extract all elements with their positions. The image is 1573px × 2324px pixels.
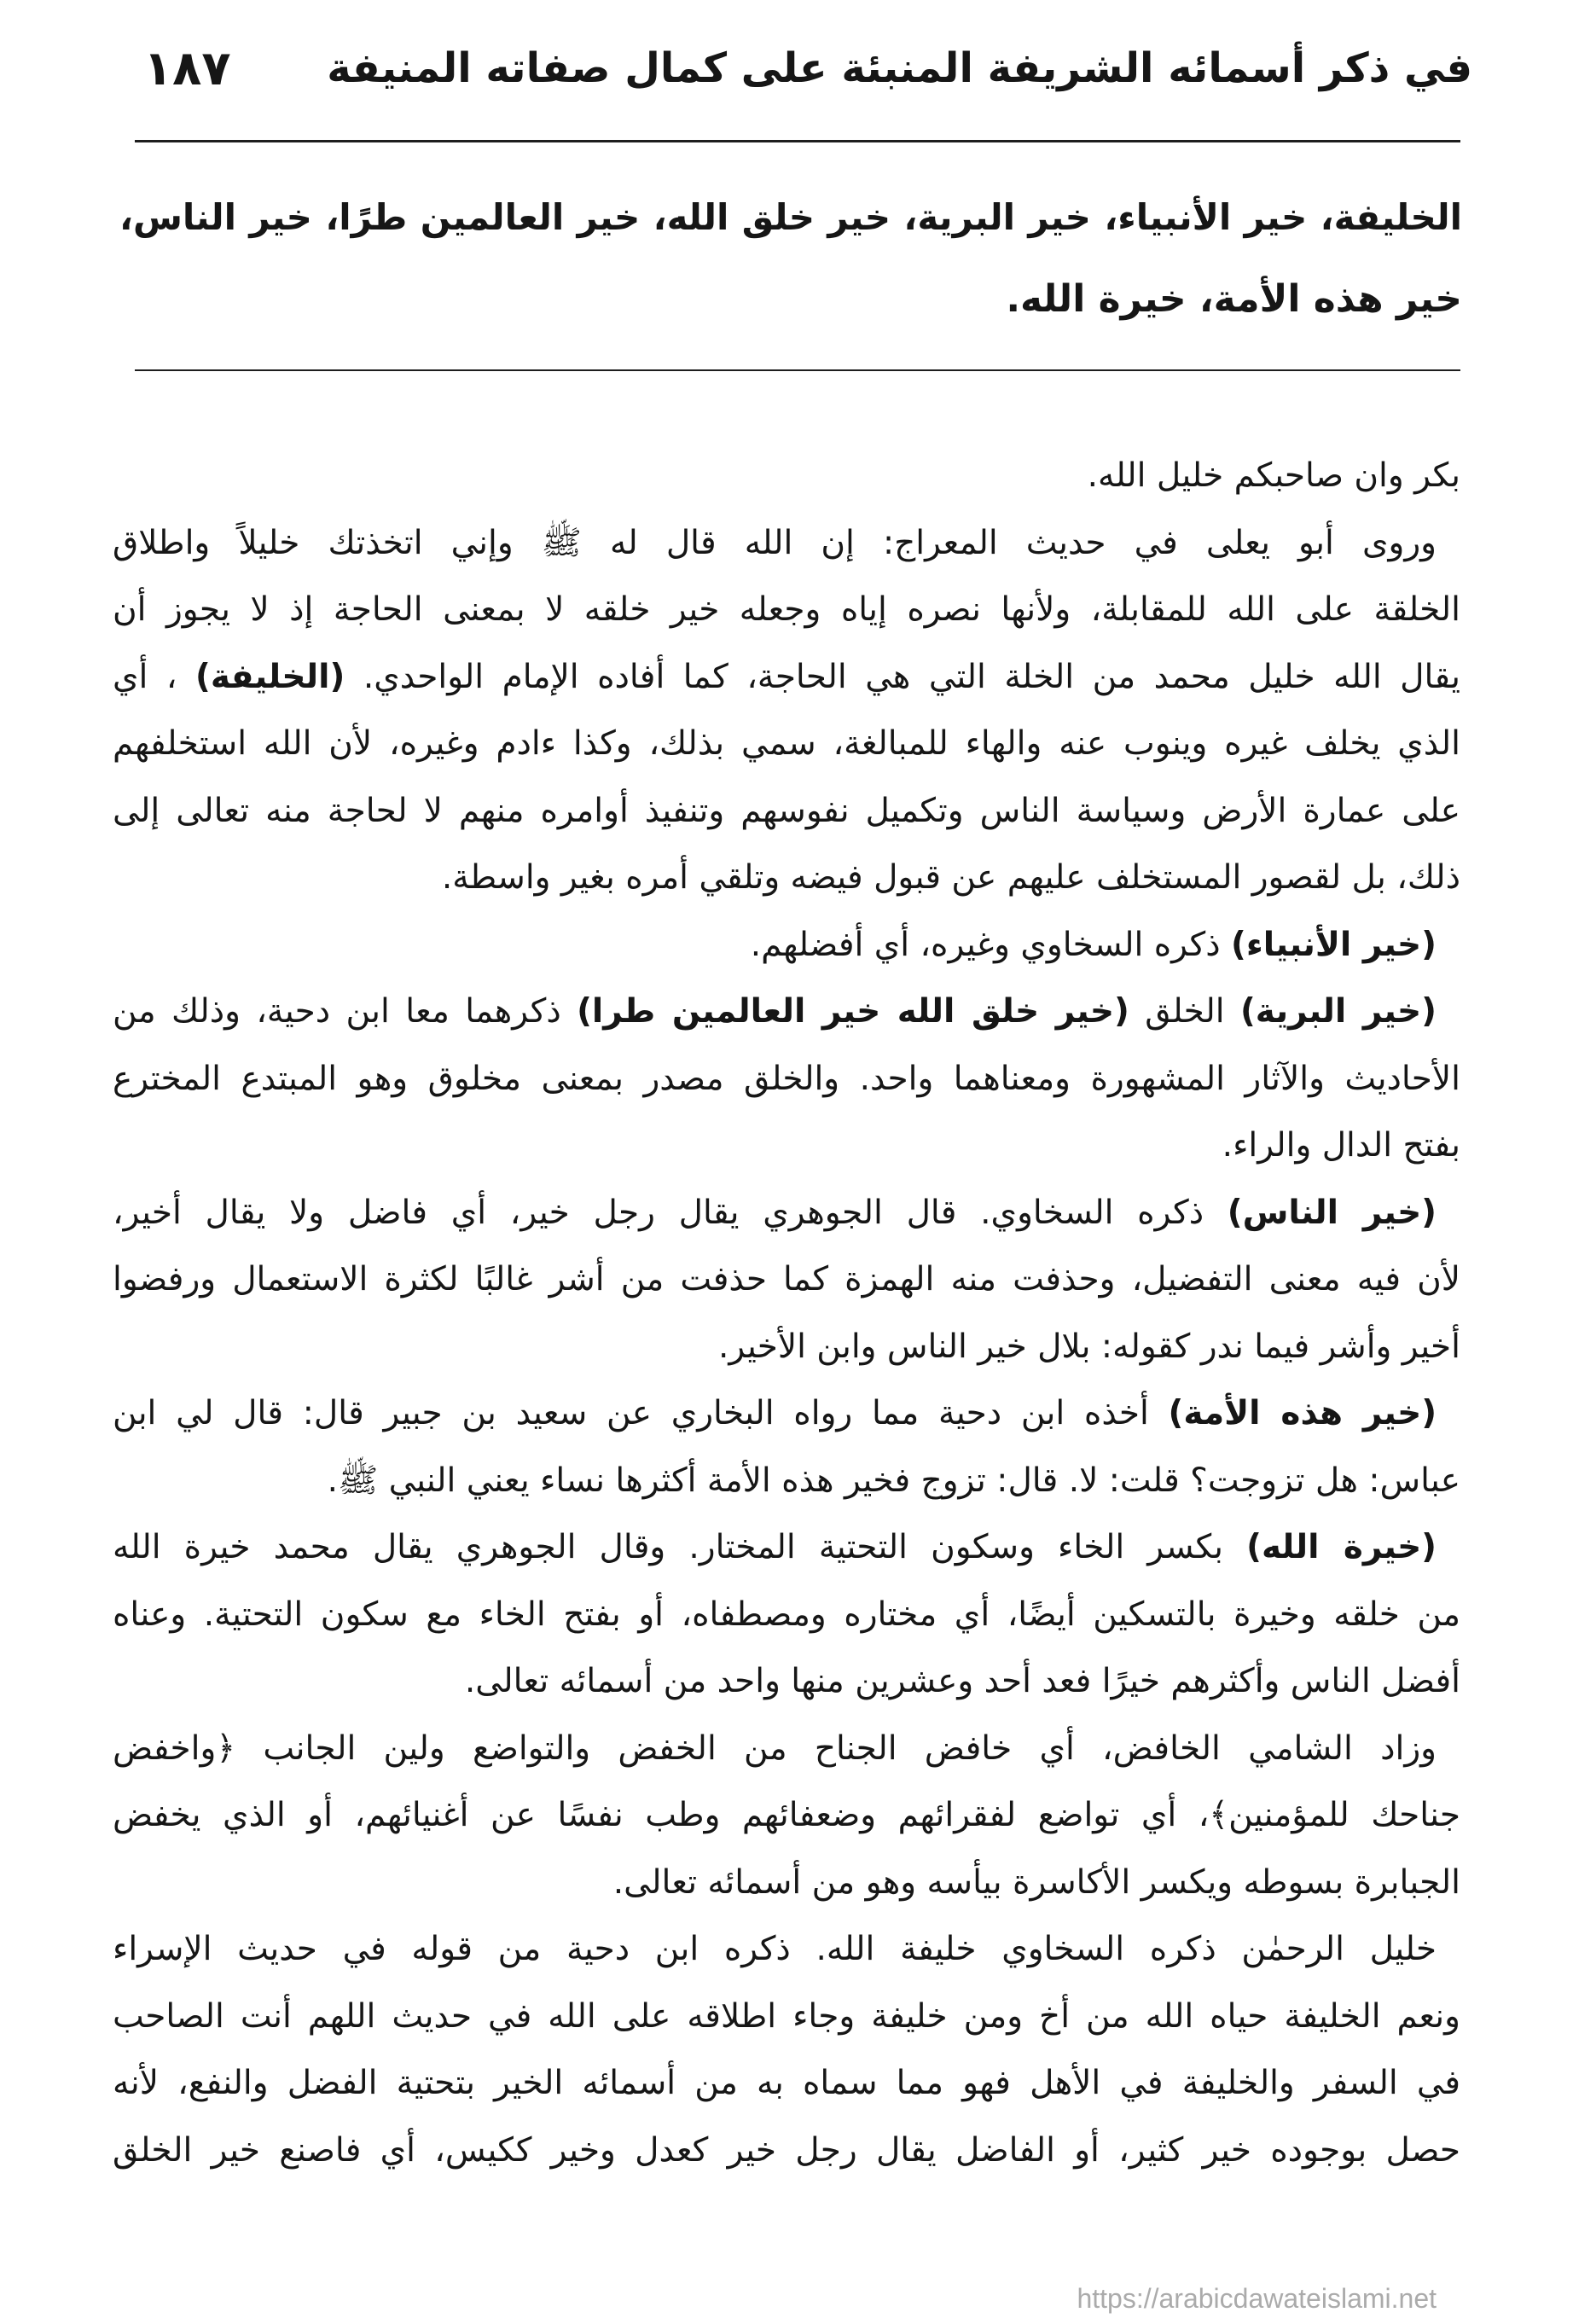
line-text: في السفر والخليفة في الأهل فهو مما سماه به من أسمائه الخير بتحتية الفضل والنفع، لأنه [113, 2064, 1460, 2102]
commentary-line [113, 979, 1460, 1046]
header-rule [135, 140, 1460, 142]
commentary-line [113, 1180, 1460, 1247]
line-text: من خلقه وخيرة بالتسكين أيضًا، أي مختاره ومصطفاه، أو بفتح الخاء مع سكون التحتية. وعناه [113, 1595, 1460, 1634]
commentary-line [113, 577, 1460, 644]
headword: (خير خلق الله خير العالمين طرا) [577, 992, 1129, 1031]
commentary-line [113, 1850, 1460, 1917]
matn-line-text: الخليفة، خير الأنبياء، خير البرية، خير خلق الله، خير العالمين طرًا، خير الناس، [119, 196, 1462, 238]
commentary-line [113, 1448, 1460, 1515]
line-text: ذلك، بل لقصور المستخلف عليهم عن قبول فيضه وتلقي أمره بغير واسطة. [441, 858, 1460, 897]
commentary-line [113, 1782, 1460, 1850]
line-text: الخلقة على الله للمقابلة، ولأنها نصره إياه وجعله خير خلقه لا بمعنى الحاجة إذ لا يجوز أن [113, 590, 1460, 629]
matn-line [119, 259, 1462, 340]
line-text: بكسر الخاء وسكون التحتية المختار. وقال الجوهري يقال محمد خيرة الله [113, 1528, 1247, 1566]
line-text: ذكره السخاوي. قال الجوهري يقال رجل خير، أي فاضل ولا يقال أخير، [113, 1193, 1228, 1232]
line-text: وروى أبو يعلى في حديث المعراج: إن الله قال له ﷺ وإني اتخذتك خليلاً واطلاق [113, 523, 1437, 562]
commentary-line [113, 711, 1460, 778]
line-text: الأحاديث والآثار المشهورة ومعناهما واحد. والخلق مصدر بمعنى مخلوق وهو المبتدع المخترع [113, 1059, 1460, 1098]
commentary-line [113, 1582, 1460, 1649]
commentary-line [113, 1046, 1460, 1113]
commentary-line [113, 2050, 1460, 2118]
line-text: وزاد الشامي الخافض، أي خافض الجناح من الخفض والتواضع ولين الجانب ﴿واخفض [113, 1728, 1437, 1768]
commentary-line [113, 1916, 1460, 1984]
running-title: في ذكر أسمائه الشريفة المنبئة على كمال صفاته المنيفة [327, 44, 1472, 92]
matn-line [119, 177, 1462, 259]
commentary-line [113, 1716, 1460, 1783]
line-text: بكر وان صاحبكم خليل الله. [1087, 456, 1460, 495]
commentary-line [113, 1113, 1460, 1180]
commentary-line [113, 1314, 1460, 1381]
line-text: أخير وأشر فيما ندر كقوله: بلال خير الناس وابن الأخير. [718, 1327, 1460, 1366]
commentary-line [113, 2118, 1460, 2185]
commentary-line [113, 1246, 1460, 1314]
commentary-line [113, 1648, 1460, 1716]
headword: (خير الناس) [1227, 1193, 1437, 1232]
commentary-line [113, 1514, 1460, 1582]
line-text: الخلق [1129, 992, 1240, 1031]
commentary-line [113, 510, 1460, 578]
line-text: أفضل الناس وأكثرهم خيرًا فعد أحد وعشرين منها واحد من أسمائه تعالى. [464, 1662, 1460, 1700]
commentary-line [113, 845, 1460, 912]
line-text: الذي يخلف غيره وينوب عنه والهاء للمبالغة، سمي بذلك، وكذا ءادم وغيره، لأن الله استخلفهم [113, 724, 1460, 763]
line-text: حصل بوجوده خير كثير، أو الفاضل يقال رجل خير كعدل وخير ككيس، أي فاصنع خير الخلق [113, 2130, 1460, 2170]
commentary-line [113, 1380, 1460, 1448]
matn-text [119, 177, 1462, 340]
headword: (خير البرية) [1239, 992, 1437, 1031]
page-header [128, 32, 1472, 104]
commentary-line [113, 912, 1460, 979]
commentary-line [113, 644, 1460, 712]
headword: (خيرة الله) [1246, 1528, 1437, 1566]
page-number: ١٨٧ [143, 40, 231, 96]
line-text: لأن فيه معنى التفضيل، وحذفت منه الهمزة كما حذفت من أشر غالبًا لكثرة الاستعمال ورفضوا [113, 1260, 1460, 1299]
line-text: ، أي [113, 657, 195, 696]
line-text: أخذه ابن دحية مما رواه البخاري عن سعيد بن جبير قال: قال لي ابن [113, 1394, 1169, 1432]
headword: (الخليفة) [195, 657, 345, 696]
headword: (خير هذه الأمة) [1168, 1394, 1437, 1432]
commentary-line [113, 778, 1460, 845]
line-text: يقال الله خليل محمد من الخلة التي هي الحاجة، كما أفاده الإمام الواحدي. [345, 657, 1460, 696]
line-text: ذكره السخاوي وغيره، أي أفضلهم. [750, 925, 1231, 964]
commentary-text [113, 443, 1460, 2184]
matn-line-text: خير هذه الأمة، خيرة الله. [1006, 277, 1462, 321]
line-text: جناحك للمؤمنين﴾، أي تواضع لفقرائهم وضعفائهم وطب نفسًا عن أغنيائهم، أو الذي يخفض [113, 1796, 1460, 1834]
line-text: ونعم الخليفة حياه الله من أخ ومن خليفة وجاء اطلاقه على الله في حديث اللهم أنت الصاحب [113, 1996, 1460, 2036]
line-text: على عمارة الأرض وسياسة الناس وتكميل نفوسهم وتنفيذ أوامره منهم لا لحاجة منه تعالى إلى [113, 791, 1460, 830]
matn-separator-rule [135, 369, 1460, 371]
line-text: ذكرهما معا ابن دحية، وذلك من [113, 992, 578, 1031]
line-text: بفتح الدال والراء. [1222, 1126, 1460, 1165]
commentary-line [113, 443, 1460, 510]
line-text: عباس: هل تزوجت؟ قلت: لا. قال: تزوج فخير هذه الأمة أكثرها نساء يعني النبي ﷺ. [327, 1461, 1460, 1500]
line-text: الجبابرة بسوطه ويكسر الأكاسرة بيأسه وهو من أسمائه تعالى. [612, 1862, 1460, 1902]
headword: (خير الأنبياء) [1231, 925, 1437, 964]
commentary-line [113, 1984, 1460, 2051]
line-text: خليل الرحمٰن ذكره السخاوي خليفة الله. ذكره ابن دحية من قوله في حديث الإسراء [113, 1930, 1437, 1968]
watermark-url: https://arabicdawateislami.net [1077, 2283, 1437, 2314]
